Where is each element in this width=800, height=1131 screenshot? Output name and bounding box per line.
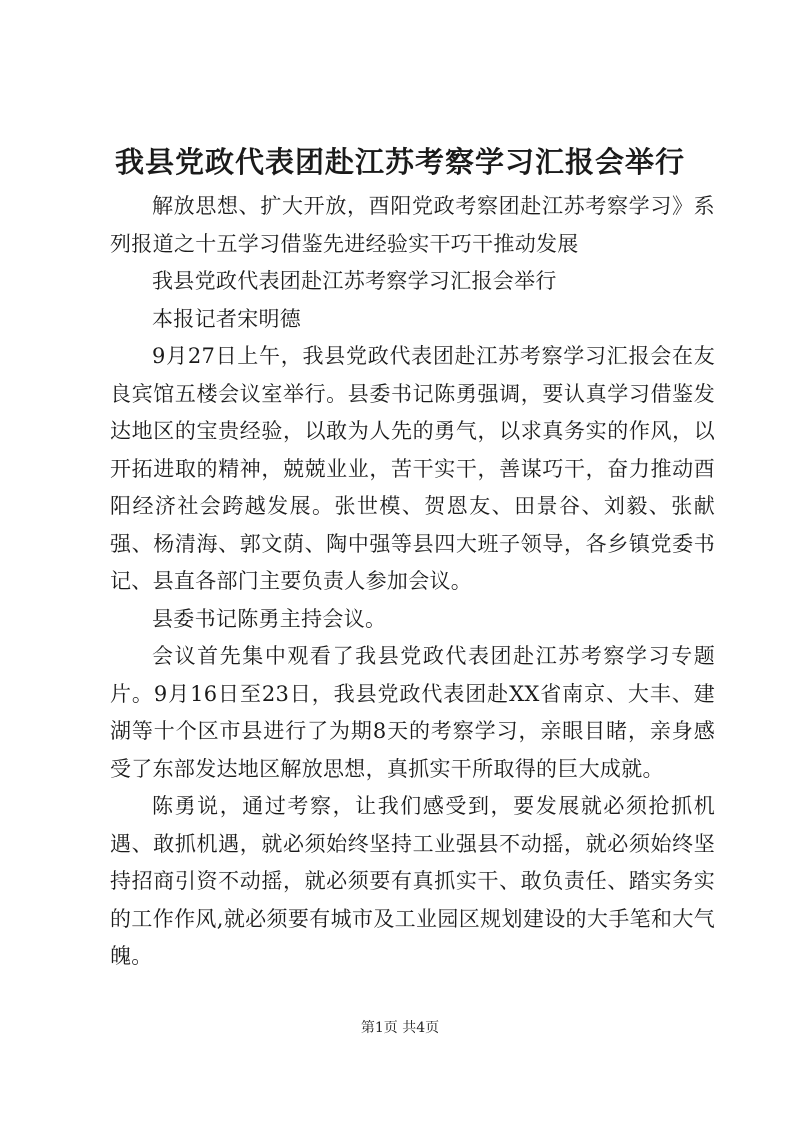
document-body (110, 188, 715, 976)
paragraph-speech: 陈勇说，通过考察，让我们感受到，要发展就必须抢抓机遇、敢抓机遇，就必须始终坚持工业强县不动摇，就必须始终坚持招商引资不动摇，就必须要有真抓实干、敢负责任、踏实务实的工作作风,就必须要有城市及工业园区规划建设的大手笔和大气魄。 (110, 794, 715, 968)
paragraph-documentary: 会议首先集中观看了我县党政代表团赴江苏考察学习专题片。9月16日至23日，我县党政代表团赴XX省南京、大丰、建湖等十个区市县进行了为期8天的考察学习，亲眼目睹，亲身感受了东部发达地区解放思想，真抓实干所取得的巨大成就。 (110, 644, 715, 781)
page-footer: 第1页 共4页 (360, 1020, 440, 1036)
paragraph-series-intro: 解放思想、扩大开放，酉阳党政考察团赴江苏考察学习》系列报道之十五学习借鉴先进经验实干巧干推动发展 (110, 194, 715, 256)
paragraph-meeting-report: 9月27日上午，我县党政代表团赴江苏考察学习汇报会在友良宾馆五楼会议室举行。县委书记陈勇强调，要认真学习借鉴发达地区的宝贵经验，以敢为人先的勇气，以求真务实的作风，以开拓进取的精神，兢兢业业，苦干实干，善谋巧干，奋力推动酉阳经济社会跨越发展。张世模、贺恩友、田景谷、刘毅、张献强、杨清海、郭文荫、陶中强等县四大班子领导，各乡镇党委书记、县直各部门主要负责人参加会议。 (110, 344, 715, 593)
paragraph-headline: 我县党政代表团赴江苏考察学习汇报会举行 (152, 269, 557, 293)
document-title: 我县党政代表团赴江苏考察学习汇报会举行 (114, 145, 685, 179)
paragraph-byline: 本报记者宋明德 (152, 306, 302, 331)
paragraph-host: 县委书记陈勇主持会议。 (152, 606, 387, 631)
